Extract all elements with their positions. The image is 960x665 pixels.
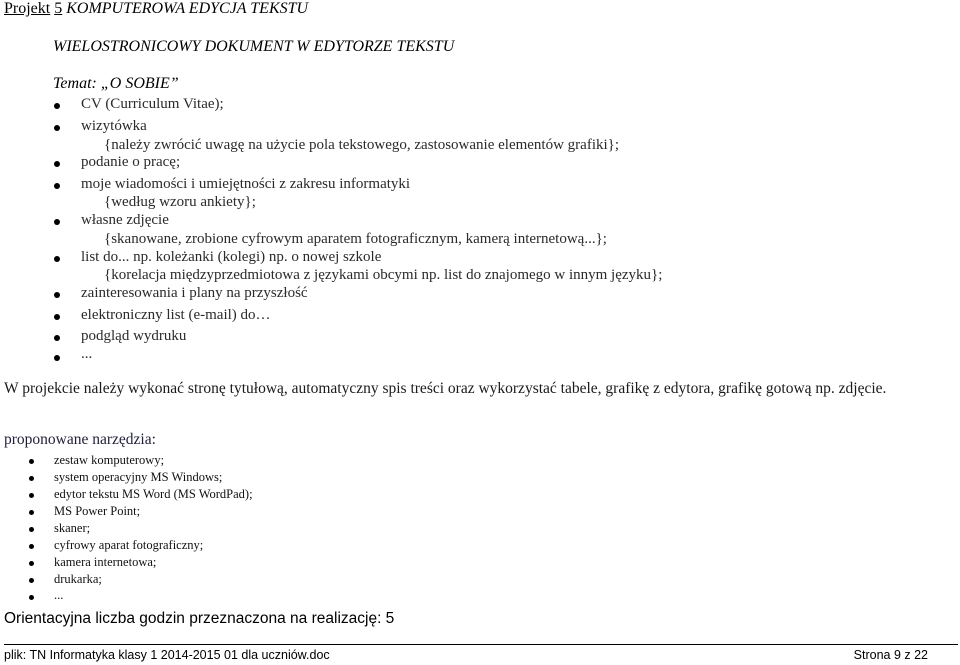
project-number: 5 — [54, 0, 63, 17]
bullet-icon — [29, 578, 34, 583]
bullet-icon — [29, 561, 34, 566]
list-item-note: {według wzoru ankiety}; — [104, 194, 256, 210]
footer-page-number: Strona 9 z 22 — [853, 648, 928, 662]
list-item: moje wiadomości i umiejętności z zakresu informatyki — [81, 176, 411, 192]
bullet-icon — [54, 335, 60, 341]
bullet-icon — [29, 544, 34, 549]
bullet-icon — [54, 125, 60, 131]
bullet-icon — [54, 219, 60, 225]
tool-item: kamera internetowa; — [54, 555, 157, 569]
footer-file-name: plik: TN Informatyka klasy 1 2014-2015 01 dla uczniów.doc — [4, 648, 330, 662]
list-item: podanie o pracę; — [81, 154, 181, 170]
bullet-icon — [29, 527, 34, 532]
list-item: CV (Curriculum Vitae); — [81, 96, 224, 112]
list-item: własne zdjęcie — [81, 212, 169, 228]
tool-item: skaner; — [54, 521, 91, 535]
document-title: WIELOSTRONICOWY DOKUMENT W EDYTORZE TEKSTU — [53, 38, 455, 55]
list-item: wizytówka — [81, 118, 147, 134]
footer-divider — [4, 644, 958, 645]
bullet-icon — [54, 292, 60, 298]
tools-heading: proponowane narzędzia: — [4, 431, 156, 448]
list-item-note: {korelacja międzyprzedmiotowa z językami obcymi np. list do znajomego w innym języku}; — [104, 267, 663, 283]
document-header — [4, 0, 308, 18]
bullet-icon — [29, 493, 34, 498]
tool-item: edytor tekstu MS Word (MS WordPad); — [54, 487, 253, 501]
bullet-icon — [54, 183, 60, 189]
tool-item: system operacyjny MS Windows; — [54, 470, 223, 484]
list-item: elektroniczny list (e-mail) do… — [81, 307, 271, 323]
project-description: W projekcie należy wykonać stronę tytułową, automatyczny spis treści oraz wykorzystać tabele, grafikę z edytora, grafikę gotową np. zdjęcie. — [4, 380, 887, 397]
bullet-icon — [29, 476, 34, 481]
list-item: zainteresowania i plany na przyszłość — [81, 285, 308, 301]
tool-item: MS Power Point; — [54, 504, 141, 518]
tool-item: ... — [54, 588, 64, 602]
bullet-icon — [29, 459, 34, 464]
project-title: KOMPUTEROWA EDYCJA TEKSTU — [66, 0, 309, 17]
list-item-note: {skanowane, zrobione cyfrowym aparatem fotograficznym, kamerą internetową...}; — [104, 231, 607, 247]
list-item: podgląd wydruku — [81, 328, 187, 344]
list-item: list do... np. koleżanki (kolegi) np. o nowej szkole — [81, 249, 382, 265]
tool-item: zestaw komputerowy; — [54, 453, 165, 467]
bullet-icon — [54, 314, 60, 320]
bullet-icon — [54, 256, 60, 262]
bullet-icon — [29, 510, 34, 515]
list-item: ... — [81, 346, 93, 362]
bullet-icon — [29, 595, 34, 600]
bullet-icon — [54, 103, 60, 109]
list-item-note: {należy zwrócić uwagę na użycie pola tekstowego, zastosowanie elementów grafiki}; — [104, 137, 620, 153]
topic-heading: Temat: „O SOBIE” — [53, 75, 179, 92]
hours-estimate: Orientacyjna liczba godzin przeznaczona na realizację: 5 — [4, 610, 395, 627]
project-label: Projekt — [4, 0, 51, 17]
tool-item: drukarka; — [54, 572, 102, 586]
tool-item: cyfrowy aparat fotograficzny; — [54, 538, 204, 552]
bullet-icon — [54, 161, 60, 167]
bullet-icon — [54, 355, 60, 361]
